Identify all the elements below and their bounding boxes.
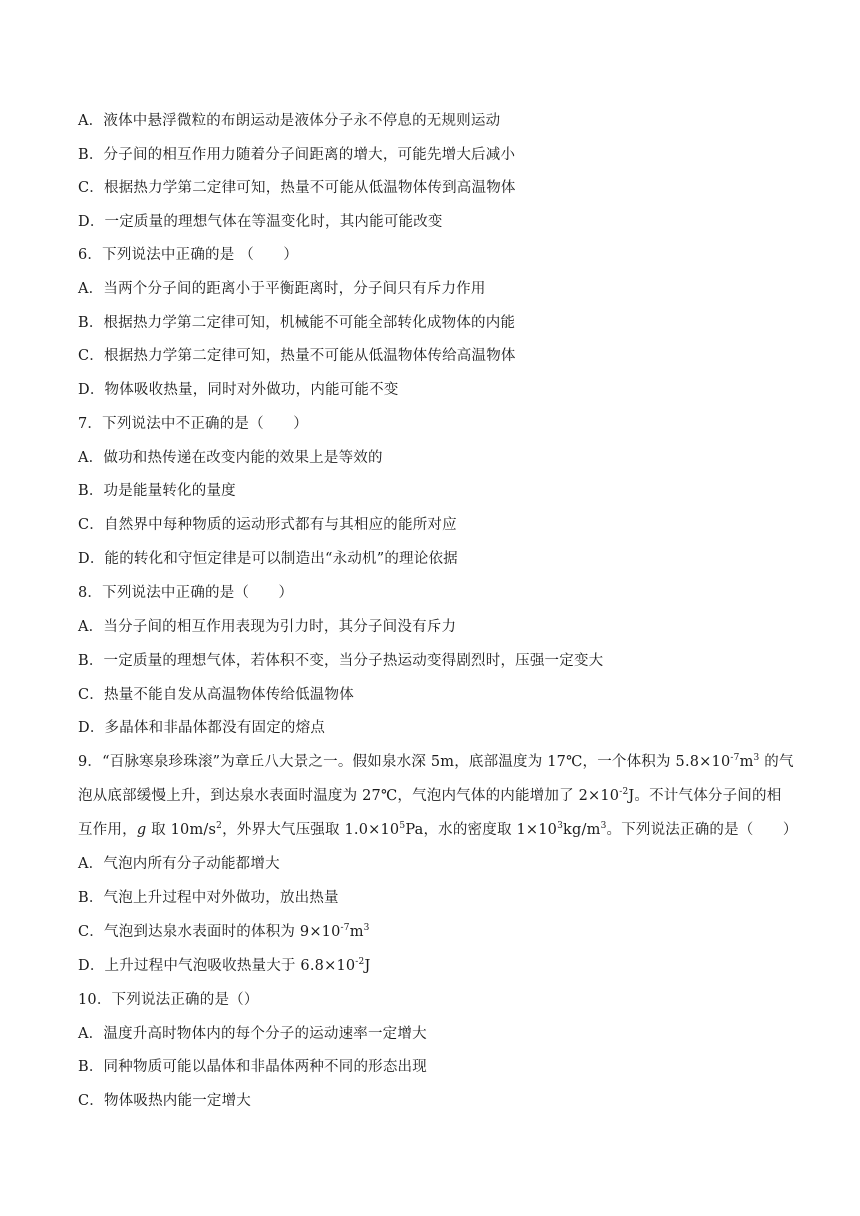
q9-option-a: A．气泡内所有分子动能都增大 (78, 856, 280, 872)
option-text: C．气泡到达泉水表面时的体积为 9×10 (78, 924, 341, 940)
q9-option-d (78, 956, 778, 976)
exponent: 3 (557, 821, 564, 832)
q5-option-b: B．分子间的相互作用力随着分子间距离的增大，可能先增大后减小 (78, 147, 516, 163)
q5-option-c: C．根据热力学第二定律可知，热量不可能从低温物体传到高温物体 (78, 180, 516, 196)
option-text: D．上升过程中气泡吸收热量大于 6.8×10 (78, 958, 356, 974)
q8-option-d: D．多晶体和非晶体都没有固定的熔点 (78, 720, 326, 736)
q6-option-b: B．根据热力学第二定律可知，机械能不可能全部转化成物体的内能 (78, 315, 516, 331)
exponent: 3 (363, 923, 370, 934)
exponent: -2 (619, 787, 629, 798)
q9-stem-line-3 (78, 820, 798, 840)
q10-stem: 10．下列说法正确的是（） (78, 992, 259, 1008)
q9-stem-text: 取 10m/s (146, 822, 217, 838)
q9-stem-text: 互作用， (78, 822, 137, 838)
exponent: -7 (730, 753, 740, 764)
q6-stem: 6．下列说法中正确的是 （ ） (78, 247, 299, 263)
q10-option-b: B．同种物质可能以晶体和非晶体两种不同的形态出现 (78, 1059, 427, 1075)
q6-option-d: D．物体吸收热量，同时对外做功，内能可能不变 (78, 382, 399, 398)
variable-g: g (136, 822, 147, 838)
unit: kg/m (563, 822, 601, 838)
unit: m (739, 754, 754, 770)
q8-option-c: C．热量不能自发从高温物体传给低温物体 (78, 687, 354, 703)
q7-option-d: D．能的转化和守恒定律是可以制造出“永动机”的理论依据 (78, 551, 458, 567)
unit: m (349, 924, 364, 940)
exponent: -7 (340, 923, 350, 934)
exponent: 3 (753, 753, 760, 764)
q9-stem-text: J。不计气体分子间的相 (628, 788, 782, 804)
q9-stem-text: Pa，水的密度取 1×10 (405, 822, 558, 838)
q8-option-b: B．一定质量的理想气体，若体积不变，当分子热运动变得剧烈时，压强一定变大 (78, 653, 604, 669)
q5-option-a: A．液体中悬浮微粒的布朗运动是液体分子永不停息的无规则运动 (78, 113, 501, 129)
q9-stem-text: 。下列说法正确的是（ ） (606, 822, 798, 838)
q9-option-c (78, 922, 778, 942)
exponent: 2 (216, 821, 223, 832)
q9-stem-text: ，外界大气压强取 1.0×10 (222, 822, 400, 838)
exponent: -2 (355, 957, 365, 968)
q7-option-b: B．功是能量转化的量度 (78, 483, 236, 499)
q6-option-c: C．根据热力学第二定律可知，热量不可能从低温物体传给高温物体 (78, 348, 516, 364)
q5-option-d: D．一定质量的理想气体在等温变化时，其内能可能改变 (78, 214, 443, 230)
q8-option-a: A．当分子间的相互作用表现为引力时，其分子间没有斥力 (78, 619, 457, 635)
q9-option-b: B．气泡上升过程中对外做功，放出热量 (78, 890, 339, 906)
exponent: 5 (399, 821, 406, 832)
exponent: 3 (600, 821, 607, 832)
q9-stem-text: 的气 (759, 754, 794, 770)
q9-stem-line-1 (78, 752, 794, 772)
q9-stem-text: 泡从底部缓慢上升，到达泉水表面时温度为 27℃，气泡内气体的内能增加了 2×10 (78, 788, 620, 804)
q6-option-a: A．当两个分子间的距离小于平衡距离时，分子间只有斥力作用 (78, 281, 486, 297)
q7-stem: 7．下列说法中不正确的是（ ） (78, 416, 308, 432)
q9-stem-line-2 (78, 786, 782, 806)
q9-stem-text: 9．“百脉寒泉珍珠滚”为章丘八大景之一。假如泉水深 5m，底部温度为 17℃，一个体积为 5.8×10 (78, 754, 731, 770)
q10-option-a: A．温度升高时物体内的每个分子的运动速率一定增大 (78, 1026, 427, 1042)
q7-option-a: A．做功和热传递在改变内能的效果上是等效的 (78, 450, 383, 466)
q10-option-c: C．物体吸热内能一定增大 (78, 1093, 251, 1109)
q8-stem: 8．下列说法中正确的是（ ） (78, 585, 294, 601)
q7-option-c: C．自然界中每种物质的运动形式都有与其相应的能所对应 (78, 517, 457, 533)
unit: J (364, 958, 371, 974)
